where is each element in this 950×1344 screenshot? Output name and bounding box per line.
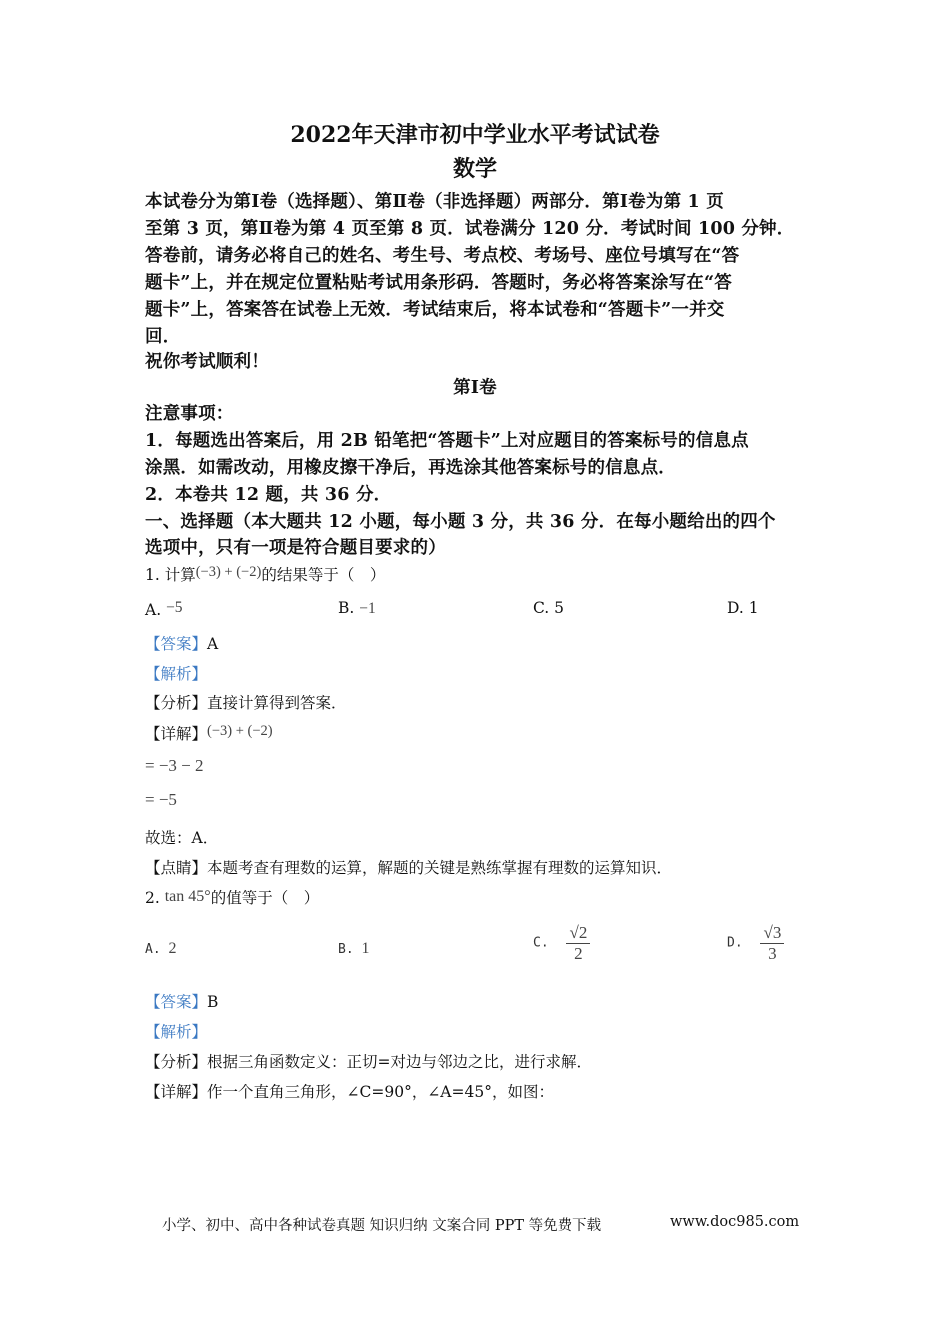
q1-option-a: A. −5	[145, 599, 183, 619]
q1-fenxi: 【分析】直接计算得到答案．	[145, 694, 347, 712]
q2-analysis-tag: 【解析】	[145, 1023, 208, 1041]
q2-stem	[145, 886, 319, 908]
section-title: 第Ⅰ卷	[453, 378, 497, 398]
q2-option-b: B. 1	[338, 940, 370, 957]
q1-option-c: C. 5	[533, 599, 565, 617]
exam-title: 2022年天津市初中学业水平考试试卷	[290, 122, 660, 148]
q1-step: = −5	[145, 790, 177, 809]
footer-text: 小学、初中、高中各种试卷真题 知识归纳 文案合同 PPT 等免费下载	[162, 1218, 602, 1234]
section-heading: 一、选择题（本大题共 12 小题，每小题 3 分，共 36 分．在每小题给出的四个	[145, 512, 776, 532]
notes-line: 涂黑．如需改动，用橡皮擦干净后，再选涂其他答案标号的信息点．	[145, 458, 676, 478]
section-heading: 选项中，只有一项是符合题目要求的）	[145, 538, 446, 558]
q1-prefix: 1. 计算	[145, 566, 196, 584]
q1-step: = −3 − 2	[145, 756, 204, 775]
notes-title: 注意事项：	[145, 404, 234, 424]
q1-detail: 【详解】(−3) + (−2)	[145, 723, 273, 743]
q2-expression: tan 45°	[164, 888, 211, 905]
notes-line: 2．本卷共 12 题，共 36 分．	[145, 485, 392, 505]
q1-stem	[145, 563, 385, 585]
footer-link[interactable]: www.doc985.com	[670, 1214, 800, 1230]
intro-greeting: 祝你考试顺利！	[145, 352, 269, 372]
notes-line: 1．每题选出答案后，用 2B 铅笔把“答题卡”上对应题目的答案标号的信息点	[145, 431, 749, 451]
q1-option-b: B. −1	[338, 599, 376, 617]
q1-choose: 故选：A．	[145, 829, 219, 847]
q1-analysis-tag: 【解析】	[145, 665, 208, 683]
q2-suffix: 的值等于（ ）	[210, 889, 320, 907]
subject-title: 数学	[452, 156, 497, 182]
q1-suffix: 的结果等于（ ）	[261, 566, 386, 584]
q1-answer: 【答案】A	[145, 635, 219, 653]
q2-option-c: C. $\frac{√2}{2}$	[533, 923, 590, 963]
q1-dianjing: 【点睛】本题考查有理数的运算，解题的关键是熟练掌握有理数的运算知识．	[145, 859, 673, 877]
q2-fenxi: 【分析】根据三角函数定义：正切=对边与邻边之比，进行求解．	[145, 1053, 593, 1071]
intro-line: 题卡”上，并在规定位置粘贴考试用条形码．答题时，务必将答案涂写在“答	[145, 273, 732, 293]
intro-line: 本试卷分为第Ⅰ卷（选择题）、第Ⅱ卷（非选择题）两部分．第Ⅰ卷为第 1 页	[145, 192, 724, 212]
q2-prefix: 2.	[145, 889, 160, 907]
q2-option-d: D. $\frac{√3}{3}$	[727, 923, 784, 963]
intro-line: 至第 3 页，第Ⅱ卷为第 4 页至第 8 页．试卷满分 120 分．考试时间 100 分钟．	[145, 219, 795, 239]
q1-option-d: D. 1	[727, 599, 759, 617]
intro-line: 回．	[145, 327, 181, 347]
q2-option-a: A. 2	[145, 940, 177, 957]
intro-line: 答卷前，请务必将自己的姓名、考生号、考点校、考场号、座位号填写在“答	[145, 246, 740, 266]
q2-detail: 【详解】作一个直角三角形，∠C=90°，∠A=45°，如图：	[145, 1083, 554, 1101]
q2-answer: 【答案】B	[145, 993, 219, 1011]
intro-line: 题卡”上，答案答在试卷上无效．考试结束后，将本试卷和“答题卡”一并交	[145, 300, 725, 320]
q1-expression: (−3) + (−2)	[195, 564, 262, 580]
